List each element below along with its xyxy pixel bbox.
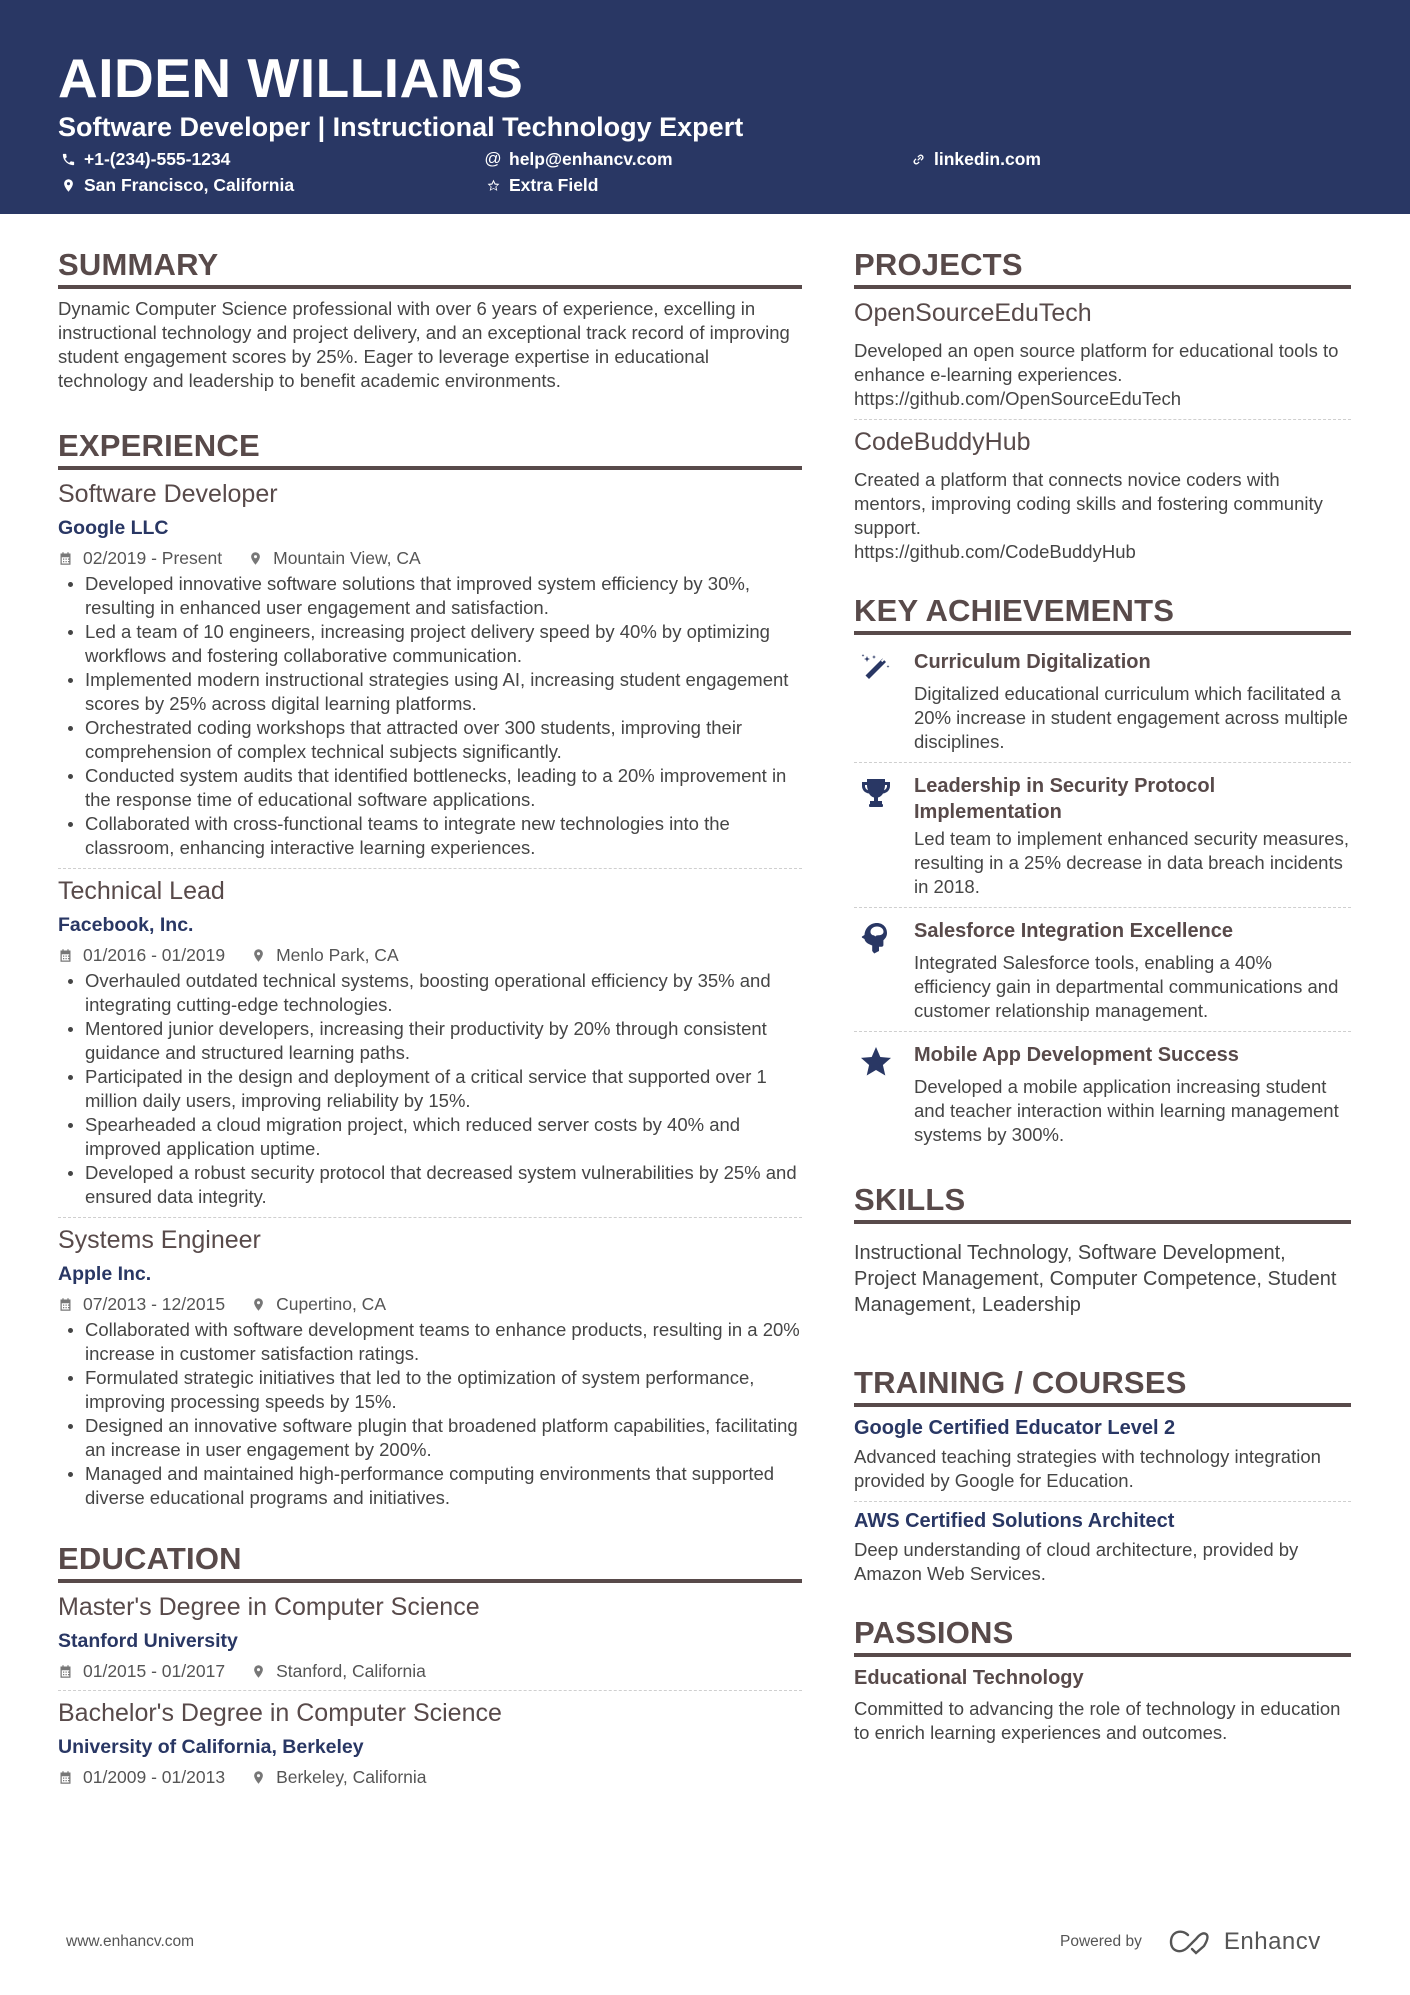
bullet: Spearheaded a cloud migration project, which reduced server costs by 40% and improved application uptime. <box>58 1113 802 1161</box>
section-title-experience: EXPERIENCE <box>58 421 802 470</box>
project-link[interactable]: https://github.com/CodeBuddyHub <box>854 541 1136 562</box>
job-role: Systems Engineer <box>58 1226 261 1254</box>
education-location: Stanford, California <box>276 1661 426 1681</box>
bullet: Participated in the design and deployment of a critical service that supported over 1 million daily users, improving reliability by 15%. <box>58 1065 802 1113</box>
divider <box>854 907 1351 908</box>
bullet: Mentored junior developers, increasing their productivity by 20% through consistent guidance and structured learning paths. <box>58 1017 802 1065</box>
at-icon: @ <box>484 149 502 168</box>
project-item <box>854 297 1351 411</box>
degree: Bachelor's Degree in Computer Science <box>58 1699 502 1727</box>
training-section <box>854 1358 1351 1586</box>
job-location: Mountain View, CA <box>273 548 421 568</box>
bullet: Collaborated with software development teams to enhance products, resulting in a 20% increase in customer satisfaction ratings. <box>58 1318 802 1366</box>
section-title-training: TRAINING / COURSES <box>854 1358 1351 1407</box>
footer-branding <box>1060 1928 1321 1956</box>
map-pin-icon <box>251 1297 266 1312</box>
achievement-description: Led team to implement enhanced security measures, resulting in a 25% decrease in data breach incidents in 2018. <box>914 828 1349 897</box>
achievement-title: Curriculum Digitalization <box>914 651 1151 673</box>
map-pin-icon <box>60 177 76 193</box>
bullet: Orchestrated coding workshops that attracted over 300 students, improving their comprehension of complex technical subjects significantly. <box>58 716 802 764</box>
map-pin-icon <box>251 948 266 963</box>
passion-item <box>854 1665 1351 1745</box>
calendar-icon <box>58 551 73 566</box>
education-item <box>58 1697 802 1788</box>
map-pin-icon <box>251 1664 266 1679</box>
contact-email[interactable] <box>485 148 673 170</box>
education-location: Berkeley, California <box>276 1767 427 1787</box>
divider <box>854 1031 1351 1032</box>
magic-wand-icon <box>854 649 914 754</box>
enhancv-logo-icon <box>1168 1929 1216 1955</box>
trophy-icon <box>854 773 914 899</box>
achievement-description: Developed a mobile application increasing student and teacher interaction within learning management systems by 300%. <box>914 1076 1339 1145</box>
achievement-description: Integrated Salesforce tools, enabling a 40% efficiency gain in departmental communications and customer relationship management. <box>914 952 1339 1021</box>
powered-by-label: Powered by <box>1060 1933 1142 1950</box>
course-title: Google Certified Educator Level 2 <box>854 1417 1176 1439</box>
candidate-title: Software Developer | Instructional Technology Expert <box>58 112 744 142</box>
achievement-item <box>854 1036 1351 1153</box>
calendar-icon <box>58 1770 73 1785</box>
achievement-title: Salesforce Integration Excellence <box>914 920 1234 942</box>
divider <box>854 419 1351 420</box>
job-location: Menlo Park, CA <box>276 945 399 965</box>
experience-item <box>58 1224 802 1510</box>
bullet: Formulated strategic initiatives that led to the optimization of system performance, improving processing speeds by 15%. <box>58 1366 802 1414</box>
calendar-icon <box>58 1664 73 1679</box>
job-bullets <box>58 969 802 1209</box>
education-meta <box>58 1766 802 1788</box>
resume-header <box>0 0 1410 214</box>
course-title: AWS Certified Solutions Architect <box>854 1510 1175 1532</box>
bullet: Managed and maintained high-performance computing environments that supported diverse educational programs and initiatives. <box>58 1462 802 1510</box>
school-name: Stanford University <box>58 1630 238 1652</box>
job-meta <box>58 1293 802 1315</box>
left-column <box>58 240 802 1816</box>
contact-phone <box>60 148 230 170</box>
passion-description: Committed to advancing the role of technology in education to enrich learning experiences and outcomes. <box>854 1698 1341 1743</box>
calendar-icon <box>58 948 73 963</box>
course-description: Deep understanding of cloud architecture, provided by Amazon Web Services. <box>854 1539 1299 1584</box>
phone-icon <box>60 151 76 167</box>
contact-linkedin[interactable] <box>910 148 1041 170</box>
bullet: Developed a robust security protocol that decreased system vulnerabilities by 25% and ensured data integrity. <box>58 1161 802 1209</box>
footer-website[interactable]: www.enhancv.com <box>66 1933 195 1950</box>
job-meta <box>58 944 802 966</box>
job-bullets <box>58 572 802 860</box>
bullet: Collaborated with cross-functional teams to integrate new technologies into the classroom, enhancing interactive learning experiences. <box>58 812 802 860</box>
star-outline-icon <box>485 177 501 193</box>
section-title-achievements: KEY ACHIEVEMENTS <box>854 586 1351 635</box>
project-title: CodeBuddyHub <box>854 428 1031 456</box>
passions-section <box>854 1608 1351 1745</box>
course-item <box>854 1508 1351 1586</box>
achievement-item <box>854 643 1351 760</box>
section-title-passions: PASSIONS <box>854 1608 1351 1657</box>
summary-section <box>58 240 802 393</box>
job-role: Technical Lead <box>58 877 225 905</box>
course-item <box>854 1415 1351 1493</box>
divider <box>58 1217 802 1218</box>
achievement-description: Digitalized educational curriculum which facilitated a 20% increase in student engagement across multiple disciplines. <box>914 683 1348 752</box>
education-section <box>58 1534 802 1788</box>
bullet: Implemented modern instructional strategies using AI, increasing student engagement scores by 25% across digital learning platforms. <box>58 668 802 716</box>
head-brain-icon <box>854 918 914 1023</box>
company-name: Facebook, Inc. <box>58 914 194 936</box>
job-location: Cupertino, CA <box>276 1294 386 1314</box>
passion-title: Educational Technology <box>854 1667 1084 1689</box>
job-role: Software Developer <box>58 480 278 508</box>
achievement-title: Leadership in Security Protocol Implementation <box>914 775 1216 823</box>
location-value: San Francisco, California <box>84 175 295 195</box>
divider <box>58 1690 802 1691</box>
section-title-summary: SUMMARY <box>58 240 802 289</box>
achievement-item <box>854 912 1351 1029</box>
email-value[interactable]: help@enhancv.com <box>509 149 673 169</box>
extra-value: Extra Field <box>509 175 599 195</box>
brand-name: Enhancv <box>1223 1928 1321 1955</box>
divider <box>58 868 802 869</box>
bullet: Overhauled outdated technical systems, boosting operational efficiency by 35% and integrating cutting-edge technologies. <box>58 969 802 1017</box>
calendar-icon <box>58 1297 73 1312</box>
education-dates: 01/2009 - 01/2013 <box>83 1767 226 1787</box>
education-meta <box>58 1660 802 1682</box>
skills-section <box>854 1175 1351 1318</box>
contact-location <box>60 174 294 196</box>
project-description: Created a platform that connects novice coders with mentors, improving coding skills and fostering community support. <box>854 469 1323 538</box>
job-bullets <box>58 1318 802 1510</box>
phone-value: +1-(234)-555-1234 <box>84 149 231 169</box>
job-meta <box>58 547 802 569</box>
degree: Master's Degree in Computer Science <box>58 1593 480 1621</box>
project-description: Developed an open source platform for educational tools to enhance e-learning experiences. <box>854 340 1339 385</box>
candidate-name: AIDEN WILLIAMS <box>58 47 524 109</box>
summary-text: Dynamic Computer Science professional with over 6 years of experience, excelling in instructional technology and project delivery, and an exceptional track record of improving student engagement scores by 25%. Eager to leverage expertise in educational technology and leadership to benefit academic environments. <box>58 298 790 391</box>
map-pin-icon <box>248 551 263 566</box>
project-link[interactable]: https://github.com/OpenSourceEduTech <box>854 388 1182 409</box>
school-name: University of California, Berkeley <box>58 1736 364 1758</box>
section-title-projects: PROJECTS <box>854 240 1351 289</box>
job-dates: 02/2019 - Present <box>83 548 223 568</box>
achievement-item <box>854 767 1351 905</box>
bullet: Conducted system audits that identified bottlenecks, leading to a 20% improvement in the response time of educational software applications. <box>58 764 802 812</box>
achievement-title: Mobile App Development Success <box>914 1044 1239 1066</box>
experience-item <box>58 478 802 860</box>
section-title-education: EDUCATION <box>58 1534 802 1583</box>
course-description: Advanced teaching strategies with technology integration provided by Google for Education. <box>854 1446 1321 1491</box>
project-title: OpenSourceEduTech <box>854 299 1092 327</box>
experience-section <box>58 421 802 1510</box>
achievements-section <box>854 586 1351 1153</box>
linkedin-value[interactable]: linkedin.com <box>934 149 1041 169</box>
education-dates: 01/2015 - 01/2017 <box>83 1661 226 1681</box>
bullet: Led a team of 10 engineers, increasing project delivery speed by 40% by optimizing workflows and fostering collaborative communication. <box>58 620 802 668</box>
contact-extra <box>485 174 598 196</box>
section-title-skills: SKILLS <box>854 1175 1351 1224</box>
project-item <box>854 426 1351 564</box>
company-name: Apple Inc. <box>58 1263 152 1285</box>
projects-section <box>854 240 1351 564</box>
job-dates: 01/2016 - 01/2019 <box>83 945 226 965</box>
right-column <box>854 240 1351 1773</box>
divider <box>854 762 1351 763</box>
job-dates: 07/2013 - 12/2015 <box>83 1294 226 1314</box>
skills-list: Instructional Technology, Software Development, Project Management, Computer Competence, Student Management, Leadership <box>854 1242 1337 1316</box>
divider <box>854 1501 1351 1502</box>
experience-item <box>58 875 802 1209</box>
map-pin-icon <box>251 1770 266 1785</box>
company-name: Google LLC <box>58 517 169 539</box>
star-icon <box>854 1042 914 1147</box>
bullet: Designed an innovative software plugin that broadened platform capabilities, facilitating an increase in user engagement by 200%. <box>58 1414 802 1462</box>
link-icon <box>910 151 926 167</box>
bullet: Developed innovative software solutions that improved system efficiency by 30%, resulting in enhanced user engagement and satisfaction. <box>58 572 802 620</box>
education-item <box>58 1591 802 1682</box>
